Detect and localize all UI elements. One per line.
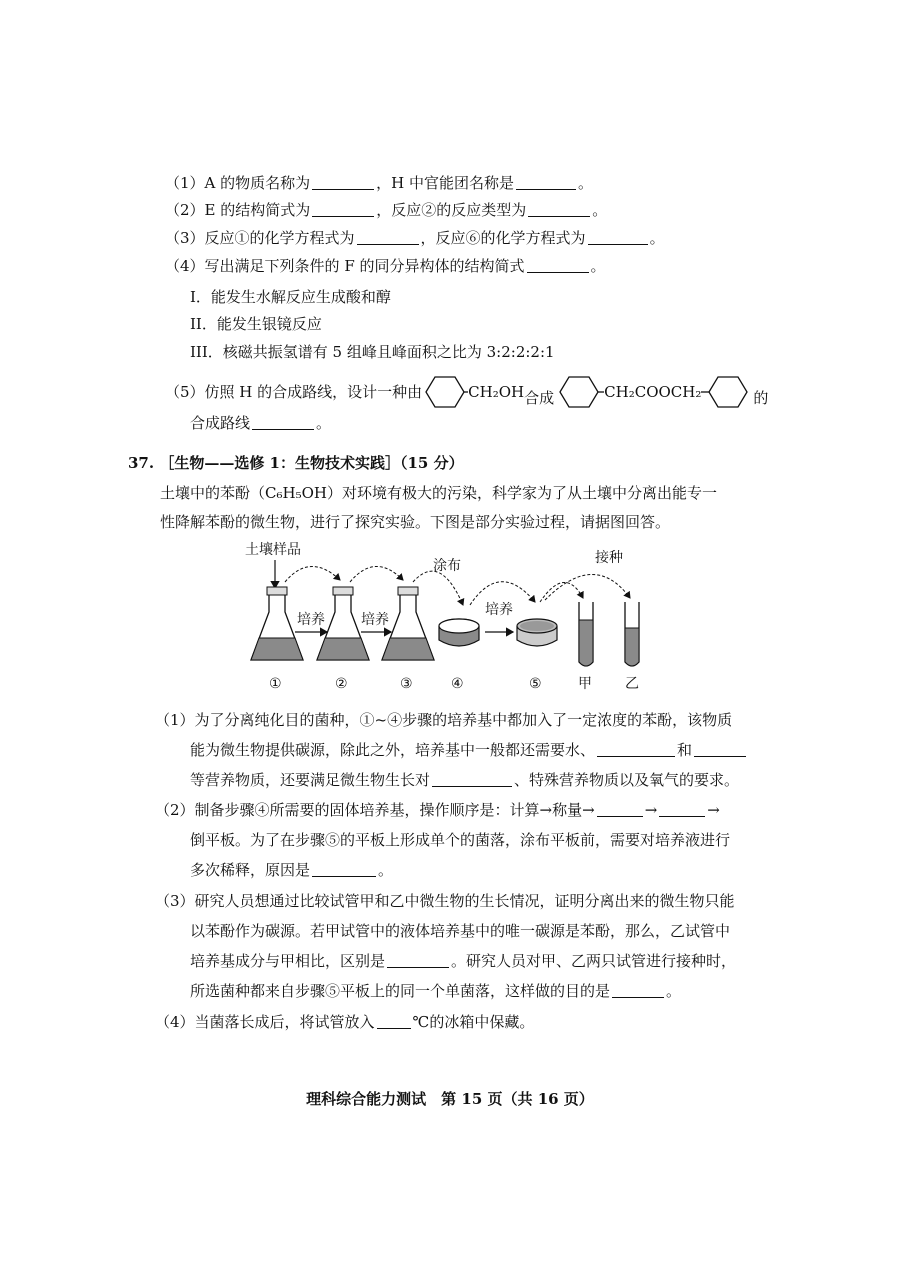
- answer-blank[interactable]: [659, 801, 705, 817]
- answer-blank[interactable]: [588, 229, 648, 245]
- page-footer: 理科综合能力测试 第 15 页（共 16 页）: [306, 1090, 594, 1108]
- bio-q2-line3-text-a: 多次稀释，原因是: [190, 861, 311, 879]
- chem-q5-group2: CH₂COOCH₂: [604, 383, 702, 401]
- bio-q2-line3: [190, 860, 393, 880]
- bio-q2-line1-text-a: （2）制备步骤④所需要的固体培养基，操作顺序是：计算→称量→: [155, 801, 595, 819]
- curved-arrow-icon: [350, 566, 403, 582]
- bio-q2-line3-text-b: 。: [378, 861, 394, 879]
- chem-q4-text-b: 。: [590, 257, 606, 275]
- chem-q5-line1: [165, 374, 768, 410]
- bio-q1-line3-text-a: 等营养物质，还要满足微生物生长对: [190, 771, 431, 789]
- chem-q5-group1: CH₂OH: [468, 383, 525, 401]
- chem-condition-1: I．能发生水解反应生成酸和醇: [190, 288, 391, 306]
- step-number-2: ②: [335, 676, 348, 692]
- bio-q1-line2-text-b: 和: [677, 741, 693, 759]
- chem-q1-text-b: ，H 中官能团名称是: [376, 174, 515, 192]
- chem-condition-3: III．核磁共振氢谱有 5 组峰且峰面积之比为 3:2:2:2:1: [190, 343, 555, 361]
- bio-q3-line4-text-b: 。: [666, 982, 682, 1000]
- chem-q2-text-a: （2）E 的结构简式为: [165, 201, 311, 219]
- answer-blank[interactable]: [432, 771, 512, 787]
- bio-q3-line4-text-a: 所选菌种都来自步骤⑤平板上的同一个单菌落，这样做的目的是: [190, 982, 611, 1000]
- bio-question-header: 37. ［生物——选修 1：生物技术实践］（15 分）: [128, 454, 464, 472]
- inoculate-label: 接种: [595, 550, 623, 566]
- chem-condition-2: II．能发生银镜反应: [190, 315, 322, 333]
- answer-blank[interactable]: [597, 741, 675, 757]
- curved-arrow-icon: [413, 571, 463, 605]
- soil-sample-label: 土壤样品: [245, 542, 301, 558]
- petri-dish-4-icon: [439, 619, 479, 646]
- chem-q2-text-b: ，反应②的反应类型为: [376, 201, 527, 219]
- answer-blank[interactable]: [516, 174, 576, 190]
- answer-blank[interactable]: [312, 201, 374, 217]
- chem-q5-line2: [190, 413, 331, 433]
- benzene-ring-icon: [554, 374, 604, 410]
- answer-blank[interactable]: [312, 861, 376, 877]
- bio-intro-line2: 性降解苯酚的微生物，进行了探究实验。下图是部分实验过程，请据图回答。: [160, 513, 671, 531]
- answer-blank[interactable]: [252, 414, 314, 430]
- flask-3-icon: [382, 587, 434, 660]
- chem-q5-line2-end: 。: [316, 414, 332, 432]
- test-tube-b-icon: [625, 602, 639, 666]
- answer-blank[interactable]: [597, 801, 643, 817]
- chem-q4: [165, 256, 606, 276]
- bio-q4-text-b: ℃的冰箱中保藏。: [412, 1013, 535, 1031]
- answer-blank[interactable]: [387, 952, 449, 968]
- curved-arrow-icon: [285, 566, 340, 582]
- curved-arrow-icon: [545, 574, 630, 600]
- answer-blank[interactable]: [528, 201, 590, 217]
- bio-q1-line1: （1）为了分离纯化目的菌种，①~④步骤的培养基中都加入了一定浓度的苯酚，该物质: [155, 711, 733, 729]
- culture-label-1: 培养: [297, 612, 325, 628]
- chem-q2-text-c: 。: [592, 201, 608, 219]
- bio-q1-line3-text-b: 、特殊营养物质以及氧气的要求。: [514, 771, 740, 789]
- test-tube-a-icon: [579, 602, 593, 666]
- bio-q2-line2: 倒平板。为了在步骤⑤的平板上形成单个的菌落，涂布平板前，需要对培养液进行: [190, 831, 731, 849]
- experiment-diagram: [245, 540, 685, 695]
- flask-1-icon: [251, 587, 303, 660]
- bio-q1-line3: [190, 770, 739, 790]
- bio-q1-line2: [190, 740, 748, 760]
- answer-blank[interactable]: [612, 982, 664, 998]
- chem-q4-text-a: （4）写出满足下列条件的 F 的同分异构体的结构简式: [165, 257, 525, 275]
- chem-q5-suffix: 的: [753, 389, 769, 407]
- chem-q3-text-c: 。: [649, 229, 665, 247]
- chem-q2: [165, 200, 607, 220]
- bio-q3-line3-text-b: 。研究人员对甲、乙两只试管进行接种时，: [451, 952, 737, 970]
- bio-intro-line1: 土壤中的苯酚（C₆H₅OH）对环境有极大的污染，科学家为了从土壤中分离出能专一: [160, 484, 717, 502]
- chem-q5-prefix: （5）仿照 H 的合成路线，设计一种由: [165, 383, 423, 401]
- bio-q4-text-a: （4）当菌落长成后，将试管放入: [155, 1013, 375, 1031]
- step-number-4: ④: [451, 676, 464, 692]
- bio-q3-line3: [190, 951, 736, 971]
- chem-q1: [165, 173, 593, 193]
- chem-q3: [165, 228, 665, 248]
- bio-q2-line1: [155, 800, 720, 820]
- answer-blank[interactable]: [312, 174, 374, 190]
- bio-q3-line4: [190, 981, 681, 1001]
- bio-q2-line1-arrow-1: →: [644, 801, 658, 819]
- petri-dish-5-icon: [517, 619, 557, 646]
- answer-blank[interactable]: [357, 229, 419, 245]
- answer-blank[interactable]: [527, 257, 589, 273]
- benzene-ring-icon: [701, 374, 753, 410]
- tube-label-a: 甲: [578, 676, 592, 692]
- spread-label: 涂布: [433, 558, 461, 574]
- chem-q3-text-a: （3）反应①的化学方程式为: [165, 229, 355, 247]
- bio-q3-line2: 以苯酚作为碳源。若甲试管中的液体培养基中的唯一碳源是苯酚，那么，乙试管中: [190, 922, 731, 940]
- bio-q3-line1: （3）研究人员想通过比较试管甲和乙中微生物的生长情况，证明分离出来的微生物只能: [155, 892, 735, 910]
- tube-label-b: 乙: [625, 676, 639, 692]
- chem-q5-line2-text: 合成路线: [190, 414, 251, 432]
- chem-q5-mid: 合成: [524, 389, 555, 407]
- benzene-ring-icon: [422, 374, 468, 410]
- chem-q1-text-a: （1）A 的物质名称为: [165, 174, 311, 192]
- answer-blank[interactable]: [377, 1013, 411, 1029]
- step-number-5: ⑤: [529, 676, 542, 692]
- bio-q1-line2-text-a: 能为微生物提供碳源，除此之外，培养基中一般都还需要水、: [190, 741, 596, 759]
- answer-blank[interactable]: [694, 741, 746, 757]
- step-number-1: ①: [269, 676, 282, 692]
- culture-label-2: 培养: [361, 612, 389, 628]
- bio-q4: [155, 1012, 534, 1032]
- step-number-3: ③: [400, 676, 413, 692]
- culture-label-3: 培养: [485, 602, 513, 618]
- bio-q2-line1-arrow-2: →: [707, 801, 720, 819]
- chem-q3-text-b: ，反应⑥的化学方程式为: [420, 229, 586, 247]
- bio-q3-line3-text-a: 培养基成分与甲相比，区别是: [190, 952, 386, 970]
- chem-q1-text-c: 。: [578, 174, 594, 192]
